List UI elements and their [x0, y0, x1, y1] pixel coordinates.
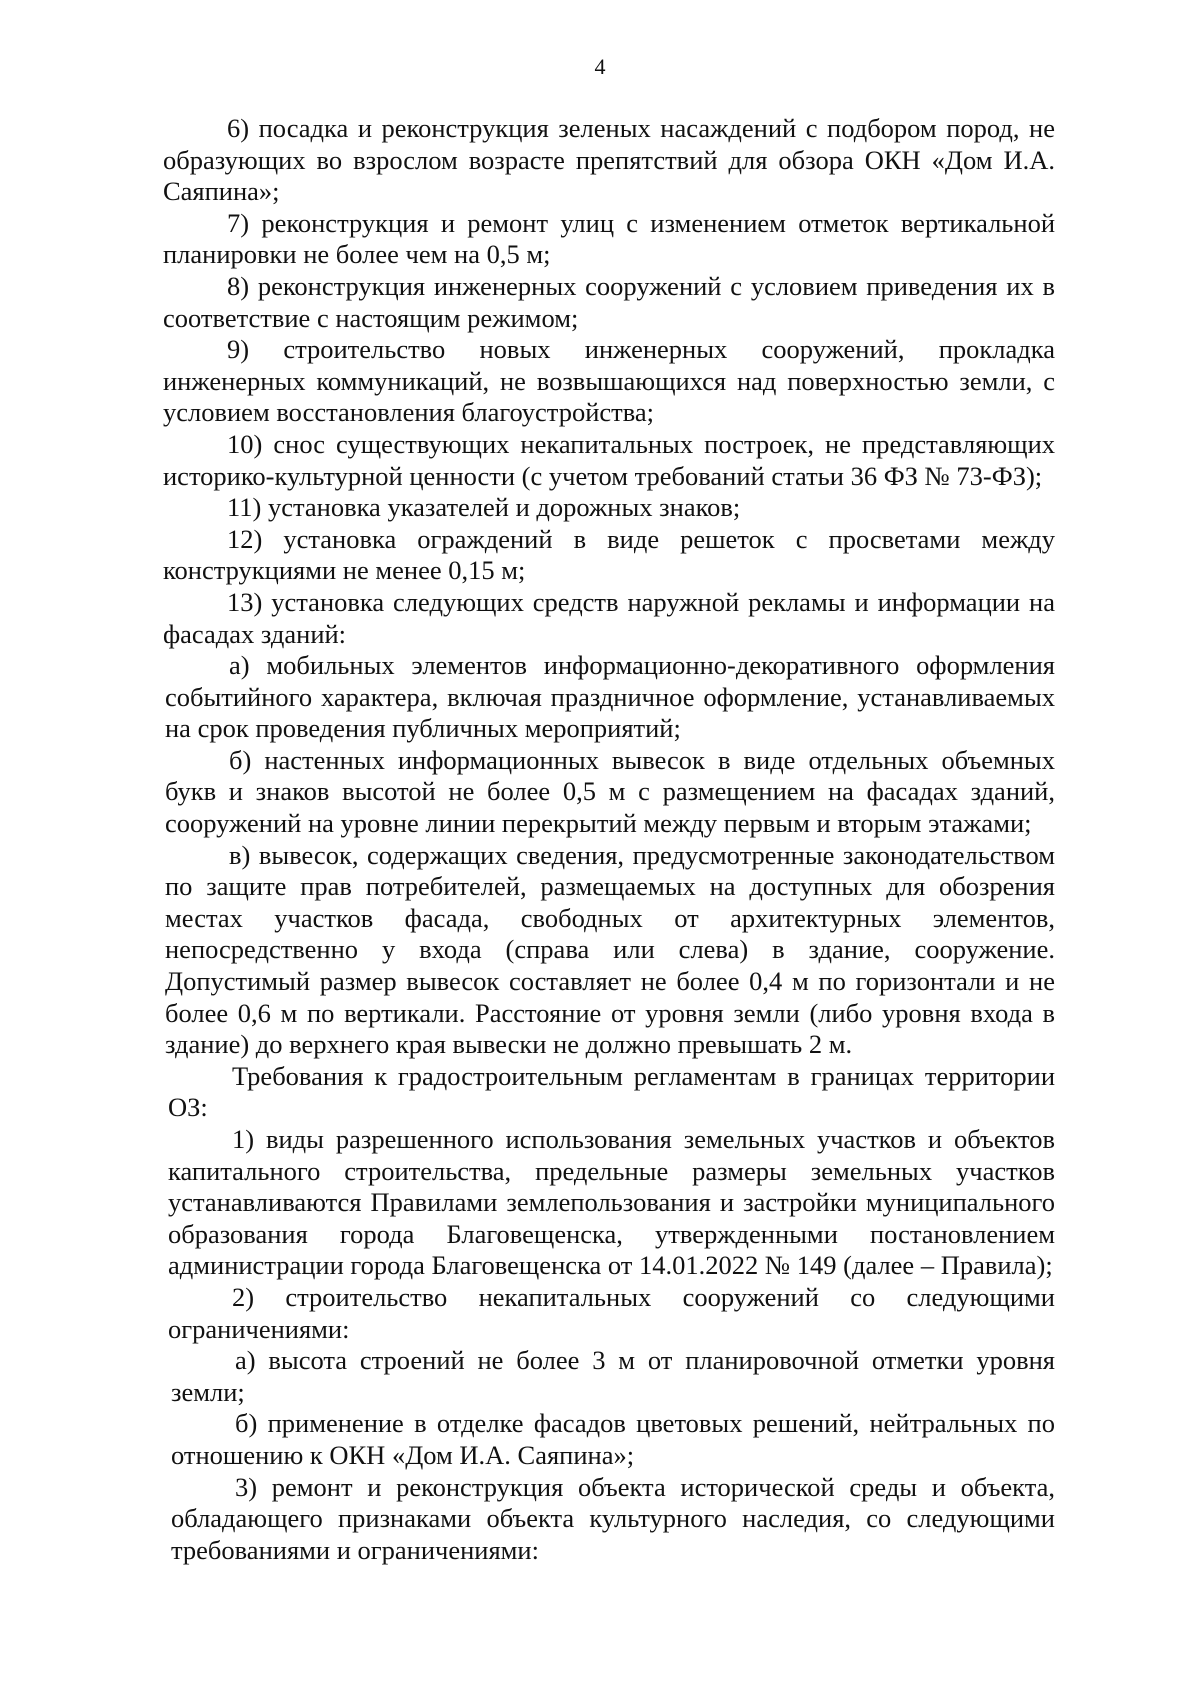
sub-item-v: в) вывесок, содержащих сведения, предусмотренные законодательством по защите прав потребителей, размещаемых на доступных для обозрения местах участков фасада, свободных от архитектурных элементов, непосредственно у входа (справа или слева) в здание, сооружение. Допустимый размер вывесок составляет не более 0,4 м по горизонтали и не более 0,6 м по вертикали. Расстояние от уровня земли (либо уровня входа в здание) до верхнего края вывески не должно превышать 2 м.	[165, 839, 1055, 1060]
sub-item-a: а) мобильных элементов информационно-декоративного оформления событийного характера, включая праздничное оформление, устанавливаемых на срок проведения публичных мероприятий;	[165, 650, 1055, 744]
list-item-6: 6) посадка и реконструкция зеленых насаждений с подбором пород, не образующих во взрослом возрасте препятствий для обзора ОКН «Дом И.А. Саяпина»;	[163, 113, 1055, 207]
requirement-item-2: 2) строительство некапитальных сооружений со следующими ограничениями:	[168, 1281, 1055, 1344]
list-item-8: 8) реконструкция инженерных сооружений с условием приведения их в соответствие с настоящим режимом;	[163, 270, 1055, 333]
list-item-7: 7) реконструкция и ремонт улиц с изменением отметок вертикальной планировки не более чем на 0,5 м;	[163, 207, 1055, 270]
list-item-10: 10) снос существующих некапитальных построек, не представляющих историко-культурной ценности (с учетом требований статьи 36 ФЗ № 73-ФЗ);	[163, 428, 1055, 491]
document-body	[163, 113, 1055, 1566]
requirement-sub-item-b: б) применение в отделке фасадов цветовых решений, нейтральных по отношению к ОКН «Дом И.А. Саяпина»;	[171, 1408, 1055, 1470]
list-item-13: 13) установка следующих средств наружной рекламы и информации на фасадах зданий:	[163, 586, 1055, 649]
requirements-heading: Требования к градостроительным регламентам в границах территории ОЗ:	[168, 1060, 1055, 1123]
list-item-12: 12) установка ограждений в виде решеток с просветами между конструкциями не менее 0,15 м;	[163, 523, 1055, 586]
list-item-9: 9) строительство новых инженерных сооружений, прокладка инженерных коммуникаций, не возвышающихся над поверхностью земли, с условием восстановления благоустройства;	[163, 334, 1055, 428]
list-item-11: 11) установка указателей и дорожных знаков;	[227, 492, 741, 523]
requirement-item-3: 3) ремонт и реконструкция объекта исторической среды и объекта, обладающего признаками объекта культурного наследия, со следующими требованиями и ограничениями:	[171, 1471, 1055, 1565]
requirement-item-1: 1) виды разрешенного использования земельных участков и объектов капитального строительства, предельные размеры земельных участков устанавливаются Правилами землепользования и застройки муниципального образования города Благовещенска, утвержденными постановлением администрации города Благовещенска от 14.01.2022 № 149 (далее – Правила);	[168, 1124, 1055, 1281]
sub-item-b: б) настенных информационных вывесок в виде отдельных объемных букв и знаков высотой не более 0,5 м с размещением на фасадах зданий, сооружений на уровне линии перекрытий между первым и вторым этажами;	[165, 744, 1055, 839]
page-number: 4	[594, 54, 606, 79]
requirement-sub-item-a: а) высота строений не более 3 м от планировочной отметки уровня земли;	[171, 1345, 1055, 1407]
